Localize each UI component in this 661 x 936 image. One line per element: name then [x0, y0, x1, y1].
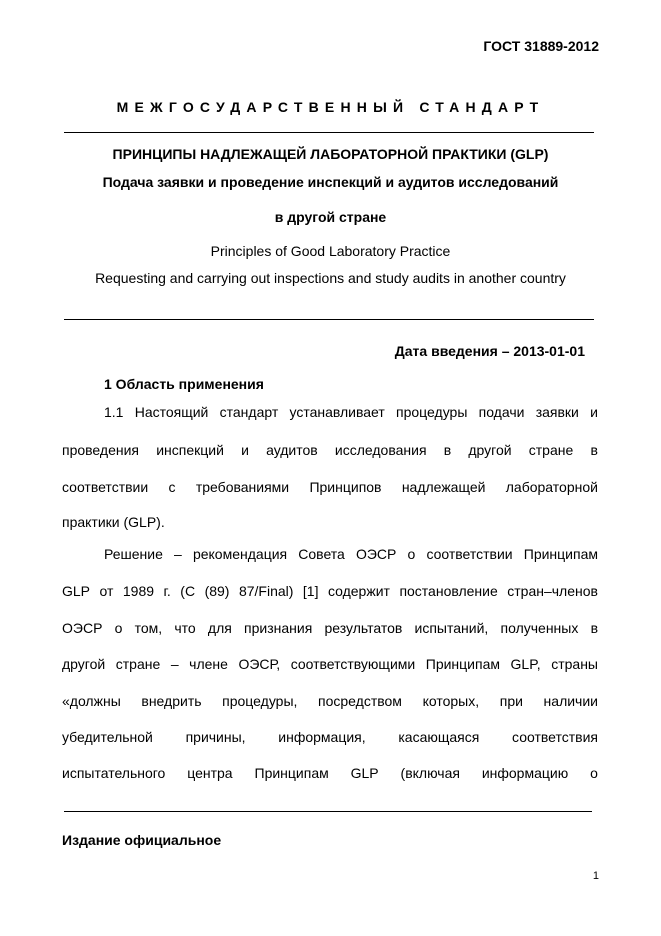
word: (С: [180, 583, 196, 599]
word: 1.1: [104, 404, 124, 420]
word: надлежащей: [401, 479, 486, 495]
body-line: [62, 583, 598, 599]
word: Принципам: [523, 546, 598, 562]
word: –: [170, 656, 179, 672]
word: стандарт: [219, 404, 279, 420]
word: соответствия: [512, 729, 598, 745]
word: которых,: [422, 693, 480, 709]
word: страны: [551, 656, 598, 672]
word: и: [241, 442, 249, 458]
word: GLP,: [510, 656, 541, 672]
word: Принципов: [309, 479, 382, 495]
document-title: ПРИНЦИПЫ НАДЛЕЖАЩЕЙ ЛАБОРАТОРНОЙ ПРАКТИКИ (GLP): [112, 146, 549, 162]
word: проведения: [62, 442, 139, 458]
word: [1]: [302, 583, 319, 599]
word: от: [99, 583, 114, 599]
word: «должны: [62, 693, 121, 709]
word: касающаяся: [398, 729, 480, 745]
word: соответствии: [62, 479, 149, 495]
english-subtitle: Requesting and carrying out inspections and study audits in another country: [95, 270, 566, 286]
word: наличии: [543, 693, 598, 709]
page-number: 1: [592, 870, 599, 882]
body-line: [62, 620, 598, 636]
word: GLP: [62, 583, 91, 599]
word: инспекций: [156, 442, 224, 458]
word: ОЭСР,: [238, 656, 281, 672]
body-line: [62, 442, 598, 458]
standard-number: ГОСТ 31889-2012: [483, 38, 599, 54]
word: постановление: [399, 583, 498, 599]
word: о: [590, 765, 598, 781]
section-heading: 1 Область применения: [104, 376, 264, 392]
interstate-standard-heading: МЕЖГОСУДАРСТВЕННЫЙ СТАНДАРТ: [116, 99, 545, 115]
word: лабораторной: [505, 479, 598, 495]
body-line: [62, 729, 598, 745]
word: причины,: [185, 729, 246, 745]
word: и: [590, 404, 598, 420]
word: Решение: [104, 546, 163, 562]
body-line: [62, 693, 598, 709]
word: признания: [244, 620, 313, 636]
word: стран–членов: [507, 583, 598, 599]
word: члене: [189, 656, 228, 672]
middle-divider: [64, 319, 594, 320]
word: 1989: [122, 583, 155, 599]
word: ОЭСР: [355, 546, 397, 562]
word: Принципам: [254, 765, 329, 781]
word: полученных: [500, 620, 579, 636]
footer-divider: [64, 811, 592, 812]
word: что: [174, 620, 196, 636]
word: в: [590, 620, 598, 636]
edition-note: Издание официальное: [62, 832, 222, 848]
word: (включая: [400, 765, 460, 781]
word: для: [207, 620, 232, 636]
word: в: [443, 442, 452, 458]
introduction-date: Дата введения – 2013-01-01: [394, 343, 585, 359]
word: соответствии: [426, 546, 513, 562]
word: подачи: [478, 404, 525, 420]
word: –: [174, 546, 182, 562]
word: соответствующими: [290, 656, 416, 672]
word: Настоящий: [134, 404, 209, 420]
word: о: [114, 620, 123, 636]
word: GLP: [350, 765, 379, 781]
word: устанавливает: [289, 404, 385, 420]
document-subtitle-line-1: Подача заявки и проведение инспекций и аудитов исследований: [102, 174, 559, 190]
body-line: [62, 479, 598, 495]
word: внедрить: [141, 693, 202, 709]
word: результатов: [324, 620, 403, 636]
word: г.: [163, 583, 171, 599]
english-title: Principles of Good Laboratory Practice: [210, 243, 451, 259]
word: процедуры: [396, 404, 468, 420]
word: том,: [134, 620, 163, 636]
document-subtitle-line-2: в другой стране: [274, 209, 387, 225]
word: центра: [187, 765, 233, 781]
word: о: [407, 546, 416, 562]
top-divider: [64, 132, 594, 133]
word: испытательного: [62, 765, 166, 781]
word: другой: [468, 442, 512, 458]
word: исследования: [334, 442, 427, 458]
word: Совета: [298, 546, 345, 562]
word: требованиями: [195, 479, 290, 495]
word: убедительной: [62, 729, 153, 745]
word: (89): [204, 583, 230, 599]
word: содержит: [327, 583, 390, 599]
word: рекомендация: [192, 546, 288, 562]
word: информацию: [481, 765, 569, 781]
word: 87/Final): [238, 583, 294, 599]
word: посредством: [318, 693, 402, 709]
body-line: [104, 404, 598, 420]
word: стране: [115, 656, 161, 672]
body-line: [62, 765, 598, 781]
word: ОЭСР: [62, 620, 103, 636]
word: с: [168, 479, 176, 495]
word: заявки: [535, 404, 579, 420]
word: процедуры,: [222, 693, 298, 709]
word: Принципам: [425, 656, 500, 672]
word: другой: [62, 656, 106, 672]
word: стране: [528, 442, 574, 458]
body-line: [62, 656, 598, 672]
word: испытаний,: [414, 620, 489, 636]
word: информация,: [278, 729, 366, 745]
body-line: практики (GLP).: [62, 514, 165, 530]
word: при: [499, 693, 523, 709]
word: аудитов: [266, 442, 318, 458]
word: в: [590, 442, 598, 458]
body-line: [104, 546, 598, 562]
